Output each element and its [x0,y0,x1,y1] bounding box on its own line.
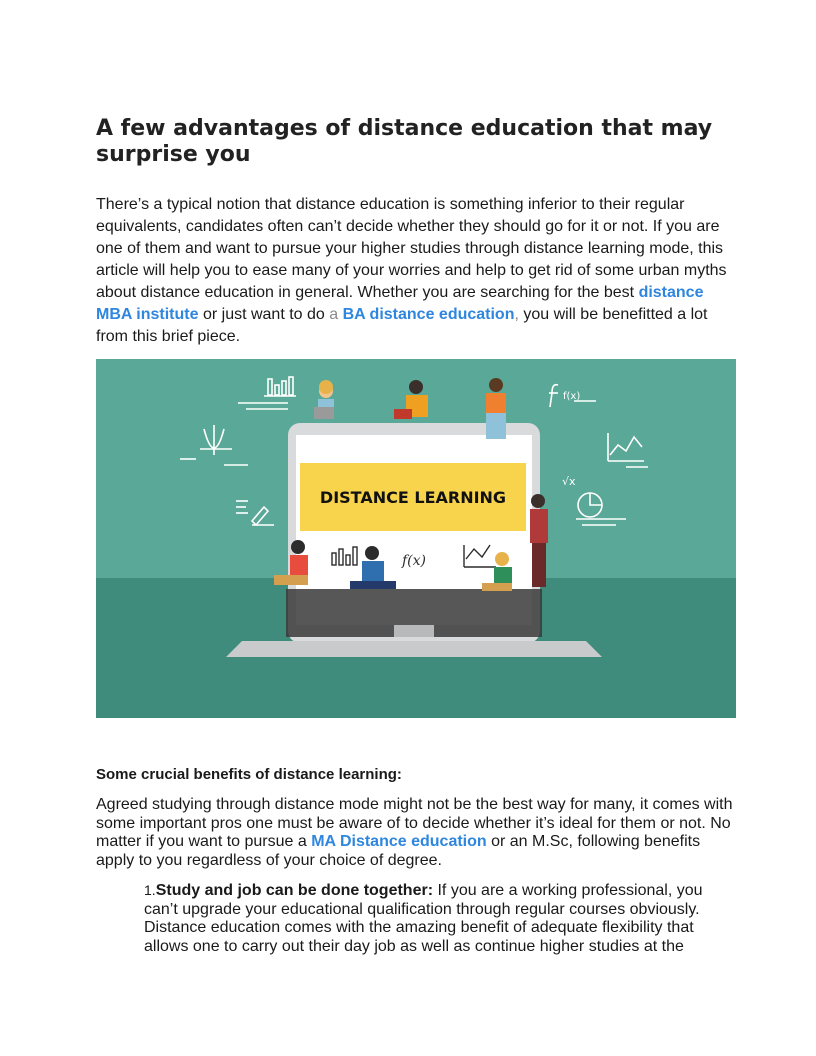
screen-function-label: f(x) [402,553,427,569]
laptop-base [226,641,602,657]
ma-distance-education-link[interactable]: MA Distance education [311,833,487,850]
list-item-number: 1. [144,882,156,898]
sqrt-icon: √x [562,475,576,488]
benefits-text-2: or an M.Sc, following benefits apply to you regardless of your choice of degree. [96,833,701,869]
intro-text-grey: a [329,306,343,323]
list-item-text: If you are a working professional, you can’t upgrade your educational qualification through regular courses obviously. Distance education comes with the amazing benefit of adequate flexibility that allows one to carry out their day job as well as continue higher studies at the [144,882,703,955]
list-item [144,881,736,956]
ba-distance-education-link[interactable]: BA distance education [342,306,515,323]
banner-text: DISTANCE LEARNING [319,488,507,507]
distance-learning-illustration [96,359,736,718]
intro-text-1: There’s a typical notion that distance education is something inferior to their regular equivalents, candidates often can’t decide whether they should go for it or not. If you are one of them and want to pursue your higher studies through distance learning mode, this article will help you to ease many of your worries and help to get rid of some urban myths about distance education in general. Whether you are searching for the best [96,196,727,301]
intro-comma: , [514,306,519,323]
section-heading: Some crucial benefits of distance learning: [96,766,402,783]
laptop-trackpad [394,625,434,637]
page-title: A few advantages of distance education that may surprise you [96,116,713,167]
intro-text-2: or just want to do [198,306,330,323]
distance-mba-institute-link[interactable]: distance MBA institute [96,284,704,323]
benefits-text-1: Agreed studying through distance mode might not be the best way for many, it comes with some important pros one must be aware of to decide whether it’s ideal for them or not. No matter if you want to pursue a [96,796,733,850]
intro-text-3: you will be benefitted a lot from this brief piece. [96,306,708,345]
list-item-title: Study and job can be done together: [155,882,434,899]
function-icon-label: f(x) [563,391,581,402]
benefits-paragraph [96,796,736,870]
intro-paragraph [96,194,736,348]
